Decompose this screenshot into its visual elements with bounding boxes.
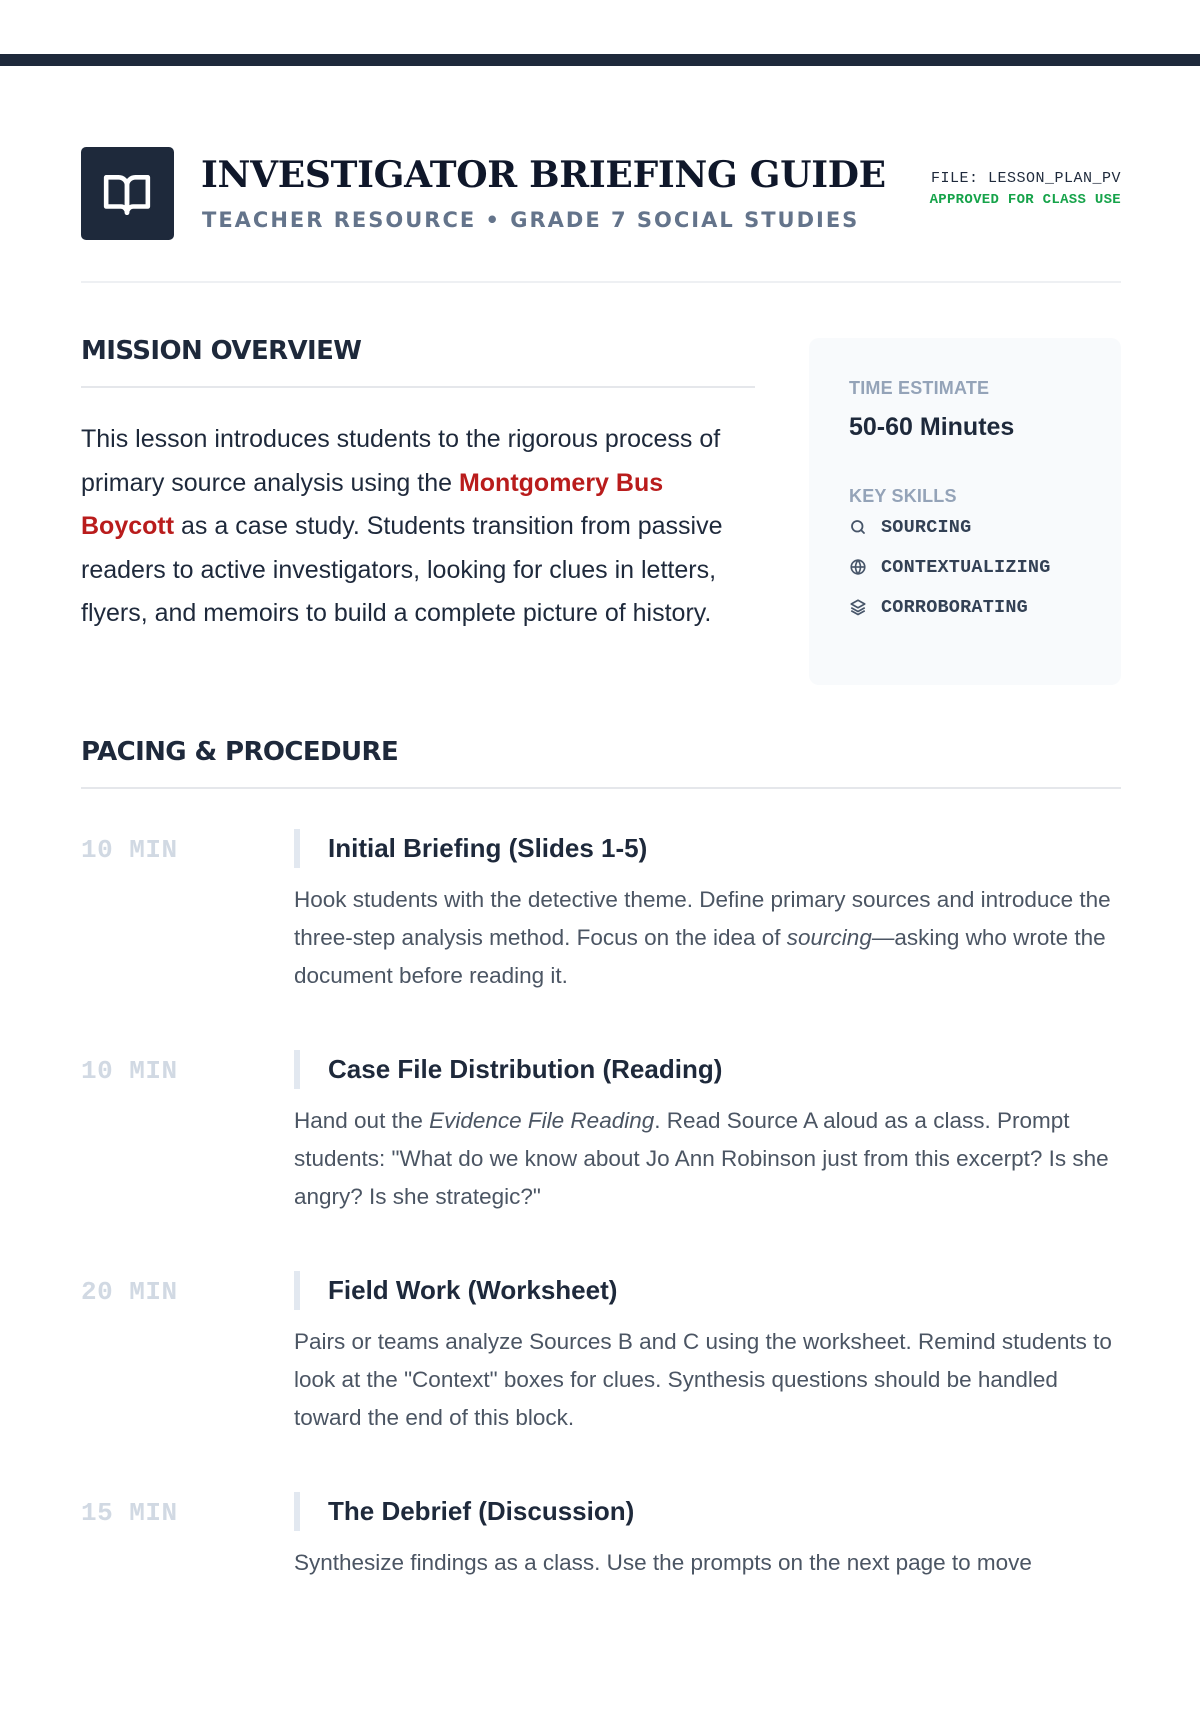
skill-label: SOURCING [881, 516, 972, 538]
time-estimate-label: TIME ESTIMATE [849, 378, 990, 398]
overview-text [81, 418, 755, 636]
step-title: The Debrief (Discussion) [294, 1492, 634, 1531]
procedure-step [81, 1492, 1121, 1713]
logo [81, 147, 174, 240]
info-card [809, 338, 1121, 685]
globe-icon [849, 558, 867, 576]
skill-item-contextualizing [849, 547, 1121, 587]
page-subtitle: TEACHER RESOURCE • GRADE 7 SOCIAL STUDIES [202, 208, 860, 232]
step-title: Initial Briefing (Slides 1-5) [294, 829, 647, 868]
procedure-step [81, 1050, 1121, 1271]
pacing-procedure [81, 737, 1121, 1713]
step-duration: 15 MIN [81, 1498, 178, 1528]
step-description-text: —asking who wrote the document before reading it. [294, 925, 1106, 988]
step-description [294, 881, 1120, 995]
approval-status: APPROVED FOR CLASS USE [929, 192, 1121, 208]
top-accent-bar [0, 54, 1200, 66]
search-icon [849, 518, 867, 536]
step-description-text: Synthesize findings as a class. Use the prompts on the next page to move [294, 1550, 1032, 1575]
overview-text-end: as a case study. Students transition from passive readers to active investigators, looking for clues in letters, flyers, and memoirs to build a complete picture of history. [81, 512, 723, 627]
skill-label: CONTEXTUALIZING [881, 556, 1051, 578]
step-description [294, 1544, 1120, 1582]
layers-icon [849, 598, 867, 616]
mission-overview [81, 336, 755, 636]
procedure-step [81, 829, 1121, 1050]
step-description [294, 1323, 1120, 1437]
overview-highlight: Montgomery Bus Boycott [81, 468, 664, 540]
overview-text-start: This lesson introduces students to the rigorous process of primary source analysis using the [81, 425, 721, 497]
overview-heading: MISSION OVERVIEW [81, 336, 755, 388]
step-duration: 10 MIN [81, 835, 178, 865]
step-description-text: . Read Source A aloud as a class. Prompt students: "What do we know about Jo Ann Robinson just from this excerpt? Is she angry? Is she strategic?" [294, 1108, 1109, 1209]
pacing-heading: PACING & PROCEDURE [81, 737, 1121, 789]
step-title: Case File Distribution (Reading) [294, 1050, 722, 1089]
skill-item-corroborating [849, 587, 1121, 627]
step-description-emphasis: sourcing [786, 925, 872, 950]
key-skills-label: KEY SKILLS [849, 486, 957, 506]
file-meta [930, 170, 1121, 208]
document-header [81, 146, 1121, 241]
page-title: INVESTIGATOR BRIEFING GUIDE [201, 154, 886, 196]
skill-item-sourcing [849, 507, 1121, 547]
step-title: Field Work (Worksheet) [294, 1271, 617, 1310]
file-id: FILE: LESSON_PLAN_PV [930, 170, 1121, 187]
step-description-text: Hand out the [294, 1108, 430, 1133]
procedure-step [81, 1271, 1121, 1492]
step-description-emphasis: Evidence File Reading [429, 1108, 655, 1133]
step-description-text: Pairs or teams analyze Sources B and C using the worksheet. Remind students to look at the "Context" boxes for clues. Synthesis questions should be handled toward the end of this block. [294, 1329, 1112, 1430]
skill-label: CORROBORATING [881, 596, 1028, 618]
open-book-icon [102, 169, 152, 219]
step-duration: 10 MIN [81, 1056, 178, 1086]
header-divider [81, 281, 1121, 283]
step-description-text: Hook students with the detective theme. Define primary sources and introduce the three-step analysis method. Focus on the idea of [294, 887, 1111, 950]
step-description [294, 1102, 1120, 1216]
step-duration: 20 MIN [81, 1277, 178, 1307]
briefing-page [81, 146, 1121, 1575]
time-estimate-value: 50-60 Minutes [849, 413, 1015, 441]
